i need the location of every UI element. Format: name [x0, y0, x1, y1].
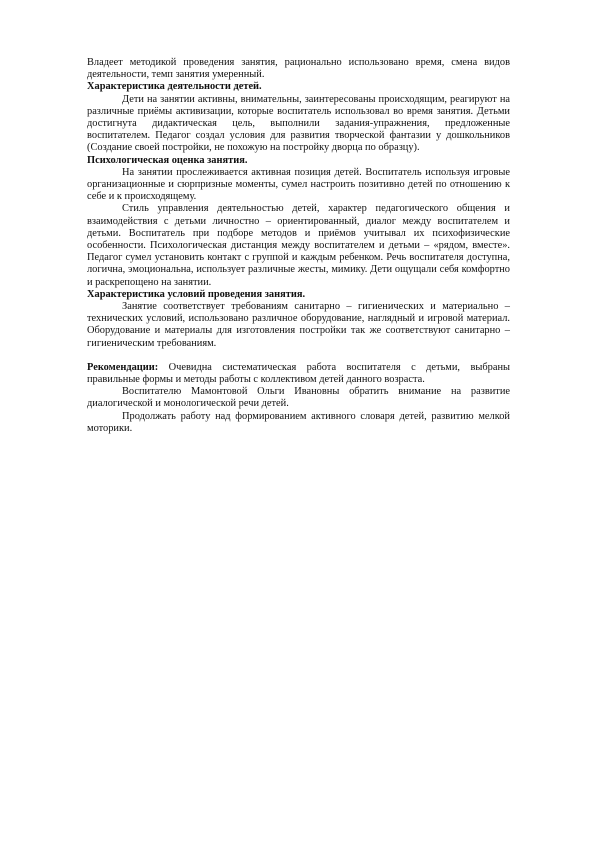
- recommendations-paragraph-1: [87, 362, 510, 386]
- psychological-paragraph-1: На занятии прослеживается активная позиция детей. Воспитатель используя игровые организационные и сюрпризные моменты, сумел настроить позитивно детей по отношению к себе и к происходящему.: [87, 166, 510, 203]
- section-heading-activity: Характеристика деятельности детей.: [87, 81, 262, 93]
- psychological-paragraph-2: Стиль управления деятельностью детей, характер педагогического общения и взаимодействия с детьми личностно – ориентированный, диалог между воспитателем и детьми. Воспитатель при подборе методов и приёмов учитывал их психофизические особенности. Психологическая дистанция между воспитателем и детьми – «рядом, вместе». Педагог сумел установить контакт с группой и каждым ребенком. Речь воспитателя доступна, логична, эмоциональна, использует различные жесты, мимику. Дети ощущали себя комфортно и раскрепощено на занятии.: [87, 203, 510, 288]
- conditions-paragraph: Занятие соответствует требованиям санитарно – гигиенических и материально – технических условий, использовано различное оборудование, наглядный и игровой материал. Оборудование и материалы для изготовления постройки так же соответствуют санитарно – гигиеническим требованиям.: [87, 301, 510, 349]
- recommendations-paragraph-2: Воспитателю Мамонтовой Ольги Ивановны обратить внимание на развитие диалогической и монологической речи детей.: [87, 386, 510, 410]
- paragraph-gap: [87, 350, 510, 362]
- document-page: [87, 57, 510, 435]
- recommendations-label: Рекомендации:: [87, 361, 159, 373]
- recommendations-paragraph-3: Продолжать работу над формированием активного словаря детей, развитию мелкой моторики.: [87, 410, 510, 434]
- activity-paragraph: Дети на занятии активны, внимательны, заинтересованы происходящим, реагируют на различные приёмы активизации, которые воспитатель использовал во время занятия. Детьми достигнута дидактическая цель, выполнили задания-упражнения, предложенные воспитателем. Педагог создал условия для развития творческой фантазии у дошкольников (Создание своей постройки, не похожую на постройку дворца по образцу).: [87, 93, 510, 154]
- section-heading-conditions: Характеристика условий проведения занятия.: [87, 288, 306, 300]
- intro-paragraph: Владеет методикой проведения занятия, рационально использовано время, смена видов деятельности, темп занятия умеренный.: [87, 57, 510, 81]
- recommendations-text-1: Очевидна систематическая работа воспитателя с детьми, выбраны правильные формы и методы работы с коллективом детей данного возраста.: [87, 361, 510, 386]
- section-heading-psychological: Психологическая оценка занятия.: [87, 154, 248, 166]
